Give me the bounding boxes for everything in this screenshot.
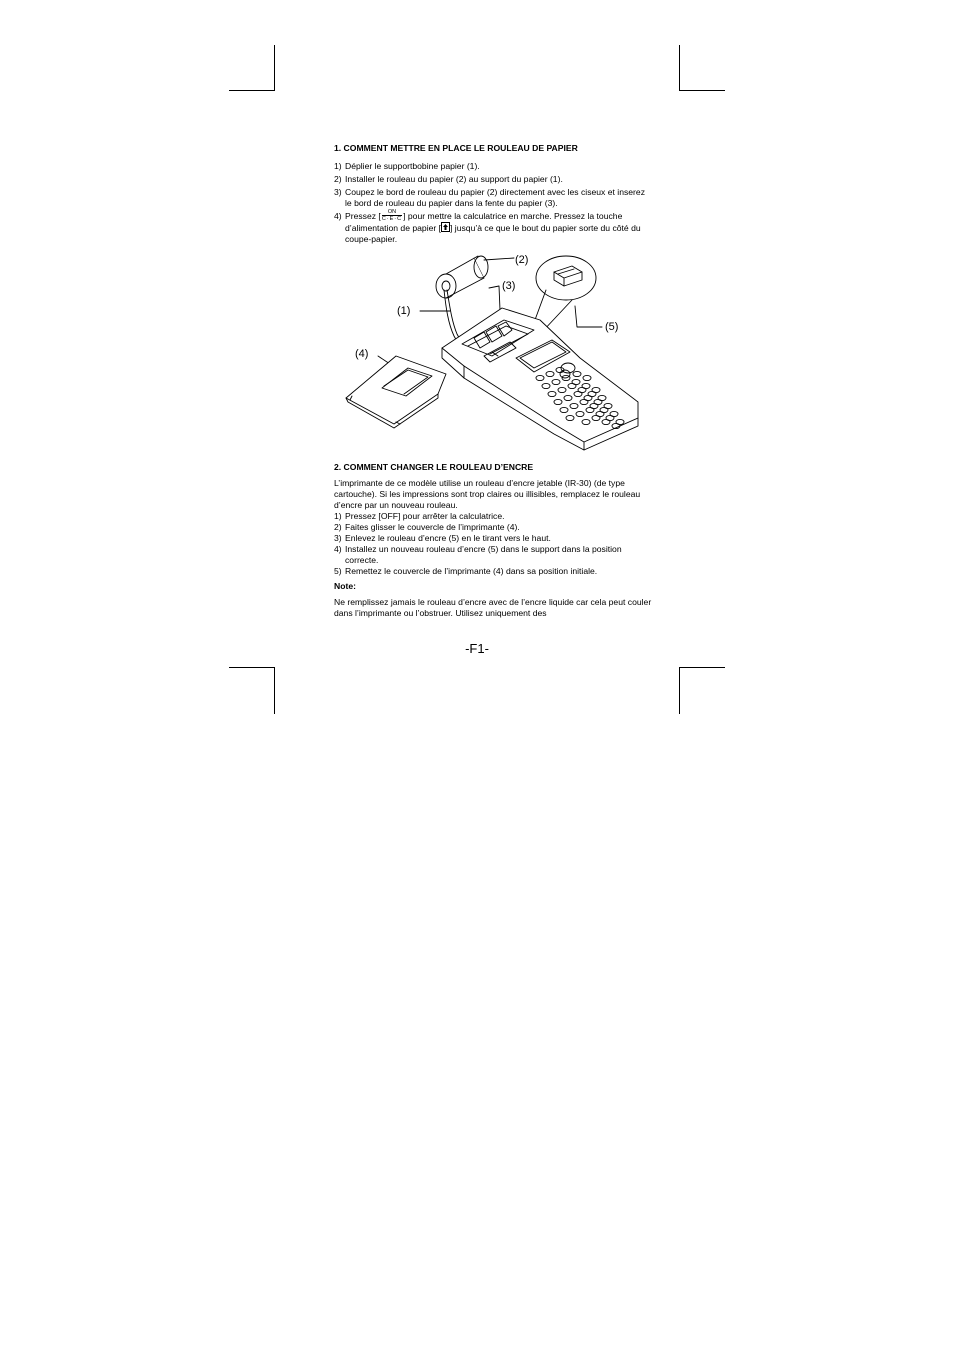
leader-line-2: [484, 258, 514, 260]
label-1: (1): [397, 305, 411, 317]
section2: [334, 462, 652, 619]
label-2: (2): [515, 254, 529, 266]
section2-heading: 2. COMMENT CHANGER LE ROULEAU D’ENCRE: [334, 462, 534, 472]
section1-step: 2) Installer le rouleau du papier (2) au support du papier (1).: [334, 174, 563, 184]
section2-intro: L’imprimante de ce modèle utilise un rouleau d’encre jetable (IR-30) (de type cartouche). Si les impressions sont trop claires ou illisibles, remplacez le rouleau d’encre par un nouveau rouleau.: [334, 478, 641, 510]
crop-mark-bottom-right-vertical: [679, 667, 680, 714]
paper-feed-arrow-icon: [441, 222, 450, 232]
ink-roll-detail: [532, 256, 596, 332]
page-number: -F1-: [465, 641, 489, 656]
label-4: (4): [355, 348, 369, 360]
section2-step: 4) Installez un nouveau rouleau d’encre (5) dans le support dans la position correcte.: [334, 544, 622, 565]
note-heading: Note:: [334, 581, 356, 591]
section1-heading: 1. COMMENT METTRE EN PLACE LE ROULEAU DE PAPIER: [334, 143, 578, 153]
leader-line-3: [489, 286, 500, 310]
label-3: (3): [502, 280, 516, 292]
calculator-illustration: [334, 248, 654, 460]
section1-step-4: 4) Pressez [ $\frac{ON}{C\cdot E\cdot C}$ ] pour mettre la calculatrice en marche. Pressez la touche d’alimentation de papier [ ] jusqu’à ce que le bout du papier sorte du côté du coupe-papier.: [334, 208, 641, 244]
leader-line-5: [575, 306, 602, 327]
section2-step: 5) Remettez le couvercle de l’imprimante (4) dans sa position initiale.: [334, 566, 598, 576]
page-content: [334, 143, 652, 245]
section1-step: 1) Déplier le supportbobine papier (1).: [334, 161, 480, 171]
crop-mark-top-right-vertical: [679, 45, 680, 90]
section2-step: 1) Pressez [OFF] pour arrêter la calculatrice.: [334, 511, 505, 521]
crop-mark-top-left-horizontal: [229, 90, 275, 91]
crop-mark-bottom-left-vertical: [274, 667, 275, 714]
note-text: Ne remplissez jamais le rouleau d’encre avec de l’encre liquide car cela peut couler dans l’imprimante ou l’obstruer. Utilisez uniquement des: [334, 597, 652, 618]
section2-step: 3) Enlevez le rouleau d’encre (5) en le tirant vers le haut.: [334, 533, 551, 543]
crop-mark-bottom-left-horizontal: [229, 667, 275, 668]
label-5: (5): [605, 321, 619, 333]
section2-step: 2) Faites glisser le couvercle de l’imprimante (4).: [334, 522, 520, 532]
crop-mark-top-left-vertical: [274, 45, 275, 90]
crop-mark-bottom-right-horizontal: [679, 667, 725, 668]
crop-mark-top-right-horizontal: [679, 90, 725, 91]
printer-cover: [346, 356, 446, 428]
section1-step: 3) Coupez le bord de rouleau du papier (2) directement avec les ciseux et inserez le bord de rouleau du papier dans la fente du papier (3).: [334, 187, 645, 208]
on-cec-key-icon: $\frac{ON}{C\cdot E\cdot C}$: [381, 208, 403, 222]
